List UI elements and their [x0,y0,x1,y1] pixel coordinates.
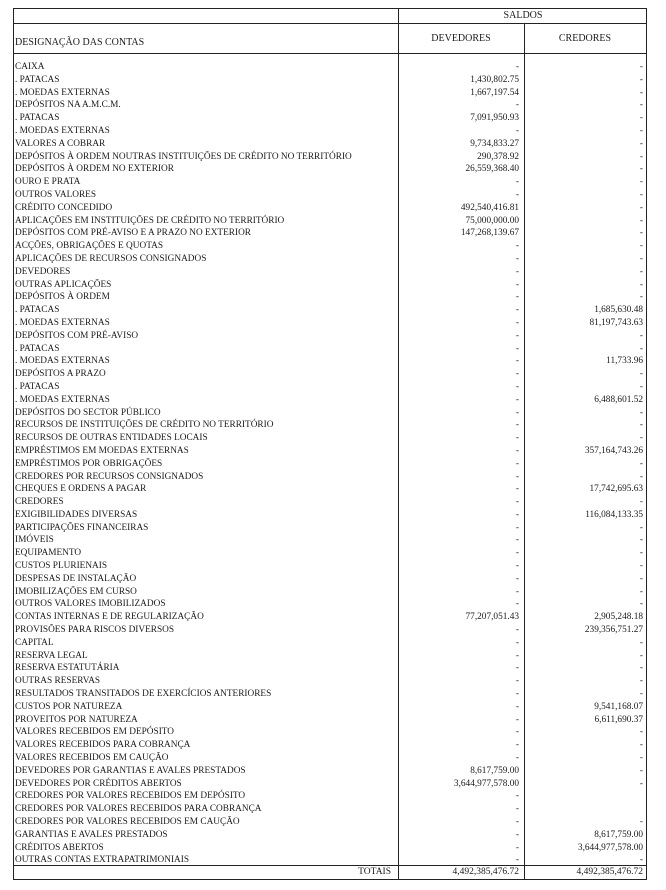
account-label: . PATACAS [15,74,60,85]
credores-value: - [639,62,643,72]
credores-value: - [639,189,643,200]
credores-value: - [639,100,643,111]
devedores-value: - [515,369,519,380]
table-row [14,573,645,586]
account-label: CREDORES POR VALORES RECEBIDOS EM DEPÓSITO [15,791,246,802]
devedores-value: - [515,394,519,405]
header-divider-left [14,23,398,24]
credores-value: - [639,138,643,149]
totals-row [14,866,645,879]
table-row [14,317,645,330]
devedores-value: 147,268,139.67 [460,228,519,239]
table-row [14,291,645,304]
account-label: IMOBILIZAÇÕES EM CURSO [15,586,137,597]
account-label: VALORES RECEBIDOS PARA COBRANÇA [15,740,191,751]
table-row [14,240,645,253]
table-row [14,266,645,279]
account-label: APLICAÇÕES DE RECURSOS CONSIGNADOS [15,253,207,264]
credores-value: - [639,765,643,776]
devedores-value: - [515,471,519,482]
devedores-value: - [515,177,519,188]
devedores-value: - [515,829,519,840]
devedores-value: - [515,381,519,392]
devedores-value: - [515,522,519,533]
account-label: PARTICIPAÇÕES FINANCEIRAS [15,522,149,533]
table-row [14,547,645,560]
credores-value: - [639,535,643,546]
table-row [14,829,645,842]
account-label: DEVEDORES [15,266,71,277]
credores-value: - [639,113,643,124]
devedores-value: - [515,791,519,802]
table-row [14,637,645,650]
devedores-value: - [515,330,519,341]
table-row [14,138,645,151]
devedores-value: - [515,292,519,303]
table-row [14,343,645,356]
credores-value: 8,617,759.00 [594,829,643,840]
devedores-value: - [515,855,519,866]
credores-value: 81,197,743.63 [589,317,643,328]
credores-value: - [639,817,643,828]
table-row [14,496,645,509]
credores-value: 357,164,743.26 [584,445,643,456]
table-row [14,394,645,407]
devedores-value: - [515,62,519,72]
account-label: CUSTOS POR NATUREZA [15,701,123,712]
account-label: OUTRAS CONTAS EXTRAPATRIMONIAIS [15,855,190,866]
table-row [14,688,645,701]
credores-value: 3,644,977,578.00 [577,842,643,853]
table-row [14,522,645,535]
credores-value: 9,541,168.07 [594,701,643,712]
devedores-value: - [515,676,519,687]
devedores-value: - [515,420,519,431]
devedores-value: - [515,279,519,290]
account-label: . PATACAS [15,113,60,124]
header-divider-saldos [398,23,646,24]
devedores-value: - [515,458,519,469]
credores-value: - [639,522,643,533]
header-designacao: DESIGNAÇÃO DAS CONTAS [15,37,145,48]
devedores-value: - [515,407,519,418]
account-label: . MOEDAS EXTERNAS [15,125,110,136]
credores-value: - [639,855,643,866]
credores-value: - [639,548,643,559]
table-row [14,125,645,138]
credores-value: - [639,279,643,290]
credores-value: - [639,164,643,175]
devedores-value: - [515,573,519,584]
account-label: CREDORES POR RECURSOS CONSIGNADOS [15,471,204,482]
table-row [14,650,645,663]
account-label: DEPÓSITOS À ORDEM NO EXTERIOR [15,164,174,175]
account-label: OUTROS VALORES [15,189,97,200]
devedores-value: 3,644,977,578.00 [453,778,519,789]
devedores-value: - [515,356,519,367]
credores-value: 116,084,133.35 [585,509,643,520]
credores-value: - [639,420,643,431]
account-label: . PATACAS [15,343,60,354]
devedores-value: - [515,433,519,444]
credores-value: - [639,87,643,98]
credores-value: 1,685,630.48 [594,305,643,316]
table-row [14,534,645,547]
credores-value: - [639,740,643,751]
account-label: DEPÓSITOS À ORDEM [15,292,110,303]
credores-value: - [639,253,643,264]
account-label: EXIGIBILIDADES DIVERSAS [15,509,138,520]
devedores-value: - [515,701,519,712]
table-row [14,202,645,215]
devedores-value: - [515,740,519,751]
table-row [14,598,645,611]
table-row [14,752,645,765]
account-label: CREDORES POR VALORES RECEBIDOS PARA COBRANÇA [15,804,262,815]
table-row [14,611,645,624]
credores-value: - [639,343,643,354]
table-row [14,74,645,87]
devedores-value: - [515,484,519,495]
table-row [14,624,645,637]
account-label: DEPÓSITOS NA A.M.C.M. [15,100,121,111]
table-row [14,279,645,292]
devedores-value: - [515,727,519,738]
devedores-value: - [515,817,519,828]
account-label: CAPITAL [15,637,54,648]
credores-value: 239,356,751.27 [584,625,643,636]
devedores-value: - [515,189,519,200]
table-row [14,112,645,125]
account-label: EQUIPAMENTO [15,548,82,559]
devedores-value: - [515,253,519,264]
account-label: VALORES RECEBIDOS EM DEPÓSITO [15,727,175,738]
credores-value: - [639,241,643,252]
devedores-value: - [515,305,519,316]
devedores-value: - [515,535,519,546]
table-row [14,432,645,445]
table-row [14,471,645,484]
devedores-value: 75,000,000.00 [465,215,519,226]
table-row [14,189,645,202]
account-label: PROVISÕES PARA RISCOS DIVERSOS [15,625,175,636]
credores-value: - [639,753,643,764]
table-row [14,803,645,816]
account-label: RESERVA ESTATUTÁRIA [15,663,120,674]
account-label: CONTAS INTERNAS E DE REGULARIZAÇÃO [15,612,204,623]
table-row [14,586,645,599]
credores-value: 17,742,695.63 [589,484,643,495]
header-devedores: DEVEDORES [431,33,491,44]
table-row [14,253,645,266]
table-row [14,675,645,688]
devedores-value: - [515,343,519,354]
table-row [14,778,645,791]
table-row [14,304,645,317]
credores-value: 11,733.96 [606,356,643,367]
account-label: CRÉDITOS ABERTOS [15,842,104,853]
account-label: CAIXA [15,62,45,72]
table-row [14,87,645,100]
table-row [14,509,645,522]
devedores-value: 290,378.92 [477,151,519,162]
account-label: DEVEDORES POR CRÉDITOS ABERTOS [15,778,182,789]
credores-value: - [639,471,643,482]
table-row [14,739,645,752]
account-label: RESULTADOS TRANSITADOS DE EXERCÍCIOS ANTERIORES [15,689,272,700]
devedores-value: 1,667,197.54 [470,87,519,98]
table-body [14,61,645,867]
credores-value: - [639,177,643,188]
devedores-value: - [515,241,519,252]
table-row [14,560,645,573]
account-label: . MOEDAS EXTERNAS [15,317,110,328]
devedores-value: - [515,637,519,648]
account-label: . PATACAS [15,381,60,392]
credores-value: - [639,663,643,674]
credores-value: - [639,637,643,648]
header-bottom-line [14,53,646,54]
credores-value: 6,611,690.37 [594,714,643,725]
credores-value: - [639,586,643,597]
credores-value: - [639,561,643,572]
credores-value: - [639,202,643,213]
table-row [14,176,645,189]
credores-value: - [639,689,643,700]
table-row [14,407,645,420]
table-row [14,483,645,496]
account-label: DEPÓSITOS À ORDEM NOUTRAS INSTITUIÇÕES DE CRÉDITO NO TERRITÓRIO [15,151,352,162]
table-row [14,458,645,471]
totals-devedores: 4,492,385,476.72 [452,867,519,877]
table-row [14,765,645,778]
account-label: CREDORES [15,497,64,508]
credores-value: - [639,74,643,85]
devedores-value: - [515,714,519,725]
account-label: . PATACAS [15,305,60,316]
devedores-value: - [515,663,519,674]
account-label: IMÓVEIS [15,535,54,546]
table-row [14,701,645,714]
devedores-value: - [515,561,519,572]
table-row [14,816,645,829]
devedores-value: - [515,125,519,136]
account-label: CHEQUES E ORDENS A PAGAR [15,484,147,495]
devedores-value: - [515,100,519,111]
credores-value: - [639,727,643,738]
table-row [14,419,645,432]
table-row [14,151,645,164]
table-row [14,99,645,112]
credores-value: - [639,151,643,162]
credores-value: - [639,433,643,444]
devedores-value: - [515,804,519,815]
account-label: VALORES A COBRAR [15,138,106,149]
totals-label: TOTAIS [358,867,391,877]
devedores-value: - [515,266,519,277]
account-label: GARANTIAS E AVALES PRESTADOS [15,829,168,840]
balance-table [13,8,647,880]
devedores-value: - [515,586,519,597]
account-label: DEVEDORES POR GARANTIAS E AVALES PRESTADOS [15,765,246,776]
account-label: EMPRÉSTIMOS EM MOEDAS EXTERNAS [15,445,189,456]
credores-value: - [639,266,643,277]
devedores-value: 492,540,416.81 [460,202,519,213]
account-label: CREDORES POR VALORES RECEBIDOS EM CAUÇÃO [15,817,240,828]
credores-value: - [639,676,643,687]
devedores-value: 77,207,051.43 [465,612,519,623]
devedores-value: - [515,842,519,853]
account-label: . MOEDAS EXTERNAS [15,87,110,98]
account-label: VALORES RECEBIDOS EM CAUÇÃO [15,753,169,764]
table-row [14,355,645,368]
account-label: ACÇÕES, OBRIGAÇÕES E QUOTAS [15,241,164,252]
table-row [14,163,645,176]
devedores-value: 1,430,802.75 [470,74,519,85]
devedores-value: - [515,497,519,508]
header-credores: CREDORES [558,33,612,44]
account-label: OURO E PRATA [15,177,81,188]
devedores-value: - [515,509,519,520]
account-label: . MOEDAS EXTERNAS [15,356,110,367]
credores-value: - [639,778,643,789]
account-label: DEPÓSITOS COM PRÉ-AVISO [15,330,139,341]
devedores-value: - [515,445,519,456]
devedores-value: 7,091,950.93 [470,113,519,124]
devedores-value: - [515,753,519,764]
credores-value: - [639,292,643,303]
header-saldos: SALDOS [503,10,543,21]
credores-value: - [639,228,643,239]
table-row [14,215,645,228]
account-label: DESPESAS DE INSTALAÇÃO [15,573,137,584]
credores-value: - [639,125,643,136]
credores-value: - [639,573,643,584]
devedores-value: - [515,625,519,636]
credores-value: - [639,330,643,341]
devedores-value: - [515,548,519,559]
devedores-value: - [515,317,519,328]
account-label: EMPRÉSTIMOS POR OBRIGAÇÕES [15,458,163,469]
account-label: PROVEITOS POR NATUREZA [15,714,138,725]
table-row [14,381,645,394]
credores-value: - [639,215,643,226]
table-row [14,445,645,458]
table-row [14,330,645,343]
devedores-value: 9,734,833.27 [470,138,519,149]
account-label: APLICAÇÕES EM INSTITUIÇÕES DE CRÉDITO NO TERRITÓRIO [15,215,285,226]
table-row [14,61,645,74]
account-label: RECURSOS DE INSTITUIÇÕES DE CRÉDITO NO TERRITÓRIO [15,420,274,431]
account-label: DEPÓSITOS COM PRÉ-AVISO E A PRAZO NO EXTERIOR [15,228,251,239]
account-label: OUTRAS RESERVAS [15,676,101,687]
credores-value: - [639,369,643,380]
credores-value: - [639,407,643,418]
credores-value: - [639,497,643,508]
devedores-value: 8,617,759.00 [470,765,519,776]
table-row [14,662,645,675]
devedores-value: - [515,650,519,661]
credores-value: 2,905,248.18 [594,612,643,623]
account-label: RESERVA LEGAL [15,650,88,661]
table-row [14,726,645,739]
table-row [14,227,645,240]
devedores-value: 26,559,368.40 [465,164,519,175]
account-label: CUSTOS PLURIENAIS [15,561,108,572]
account-label: DEPÓSITOS DO SECTOR PÚBLICO [15,407,161,418]
table-row [14,842,645,855]
credores-value: - [639,650,643,661]
credores-value: - [639,599,643,610]
account-label: OUTRAS APLICAÇÕES [15,279,112,290]
account-label: . MOEDAS EXTERNAS [15,394,110,405]
account-label: DEPÓSITOS A PRAZO [15,369,106,380]
devedores-value: - [515,689,519,700]
account-label: RECURSOS DE OUTRAS ENTIDADES LOCAIS [15,433,208,444]
account-label: OUTROS VALORES IMOBILIZADOS [15,599,166,610]
table-row [14,368,645,381]
table-row [14,790,645,803]
credores-value: 6,488,601.52 [594,394,643,405]
credores-value: - [639,381,643,392]
account-label: CRÉDITO CONCEDIDO [15,202,113,213]
totals-credores: 4,492,385,476.72 [576,867,643,877]
devedores-value: - [515,599,519,610]
credores-value: - [639,458,643,469]
table-row [14,714,645,727]
